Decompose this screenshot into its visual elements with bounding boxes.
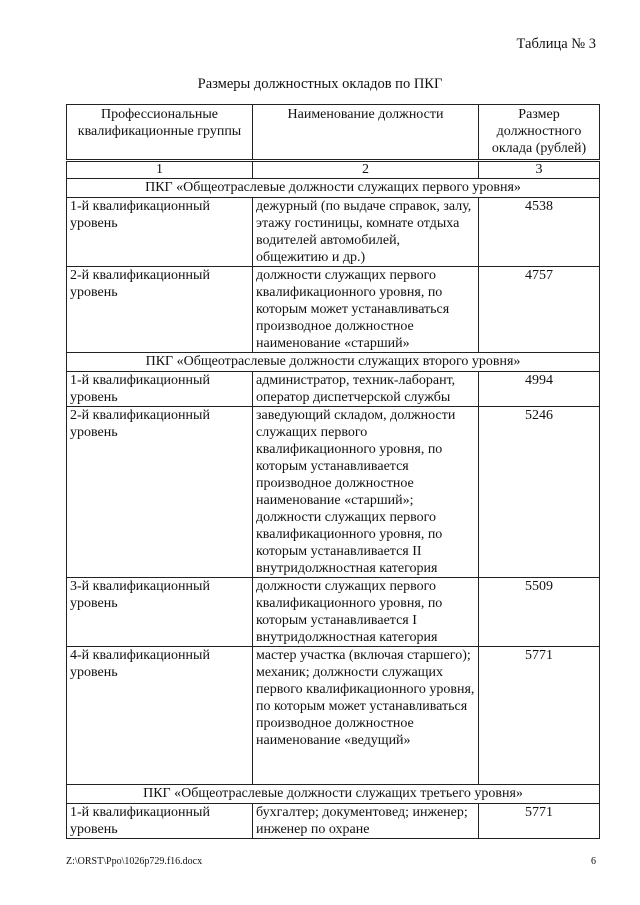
level-cell: 1-й квалификационный уровень (67, 804, 253, 839)
group-header-row (67, 179, 600, 198)
position-cell: мастер участка (включая старшего); механик; должности служащих первого квалификационного уровня, по которым может устанавливаться производное должностное наименование «ведущий» (253, 647, 479, 785)
group-title: ПКГ «Общеотраслевые должности служащих первого уровня» (67, 179, 600, 198)
group-header-row (67, 785, 600, 804)
salary-table (66, 104, 600, 839)
position-cell: дежурный (по выдаче справок, залу, этажу гостиницы, комнате отдыха водителей автомобилей, общежитию и др.) (253, 198, 479, 267)
level-cell: 1-й квалификационный уровень (67, 372, 253, 407)
column-header-position: Наименование должности (253, 105, 479, 161)
table-row (67, 804, 600, 839)
level-cell: 2-й квалификационный уровень (67, 407, 253, 578)
position-cell: должности служащих первого квалификационного уровня, по которым может устанавливаться производное должностное наименование «старший» (253, 267, 479, 353)
column-header-groups: Профессиональные квалификационные группы (67, 105, 253, 161)
group-header-row (67, 353, 600, 372)
column-number: 1 (67, 161, 253, 179)
level-cell: 2-й квалификационный уровень (67, 267, 253, 353)
position-cell: администратор, техник-лаборант, оператор диспетчерской службы (253, 372, 479, 407)
group-title: ПКГ «Общеотраслевые должности служащих второго уровня» (67, 353, 600, 372)
level-cell: 4-й квалификационный уровень (67, 647, 253, 785)
salary-cell: 4538 (479, 198, 600, 267)
table-row (67, 198, 600, 267)
document-path: Z:\ORST\Ppo\1026p729.f16.docx (66, 856, 203, 867)
position-cell: бухгалтер; документовед; инженер; инженер по охране (253, 804, 479, 839)
column-number: 2 (253, 161, 479, 179)
salary-cell: 4757 (479, 267, 600, 353)
table-row (67, 647, 600, 785)
level-cell: 3-й квалификационный уровень (67, 578, 253, 647)
salary-cell: 4994 (479, 372, 600, 407)
salary-cell: 5246 (479, 407, 600, 578)
group-title: ПКГ «Общеотраслевые должности служащих третьего уровня» (67, 785, 600, 804)
table-row (67, 578, 600, 647)
table-row (67, 407, 600, 578)
salary-cell: 5771 (479, 804, 600, 839)
column-number: 3 (479, 161, 600, 179)
position-cell: заведующий складом, должности служащих первого квалификационного уровня, по которым устанавливается производное должностное наименование «старший»; должности служащих первого квалификационного уровня, по которым устанавливается II внутридолжностная категория (253, 407, 479, 578)
table-row (67, 372, 600, 407)
table-number: Таблица № 3 (516, 36, 596, 52)
page-number: 6 (591, 856, 596, 867)
column-header-salary: Размер должностного оклада (рублей) (479, 105, 600, 161)
salary-cell: 5509 (479, 578, 600, 647)
level-cell: 1-й квалификационный уровень (67, 198, 253, 267)
table-title: Размеры должностных окладов по ПКГ (197, 76, 443, 92)
position-cell: должности служащих первого квалификационного уровня, по которым устанавливается I внутридолжностная категория (253, 578, 479, 647)
table-row (67, 267, 600, 353)
salary-cell: 5771 (479, 647, 600, 785)
